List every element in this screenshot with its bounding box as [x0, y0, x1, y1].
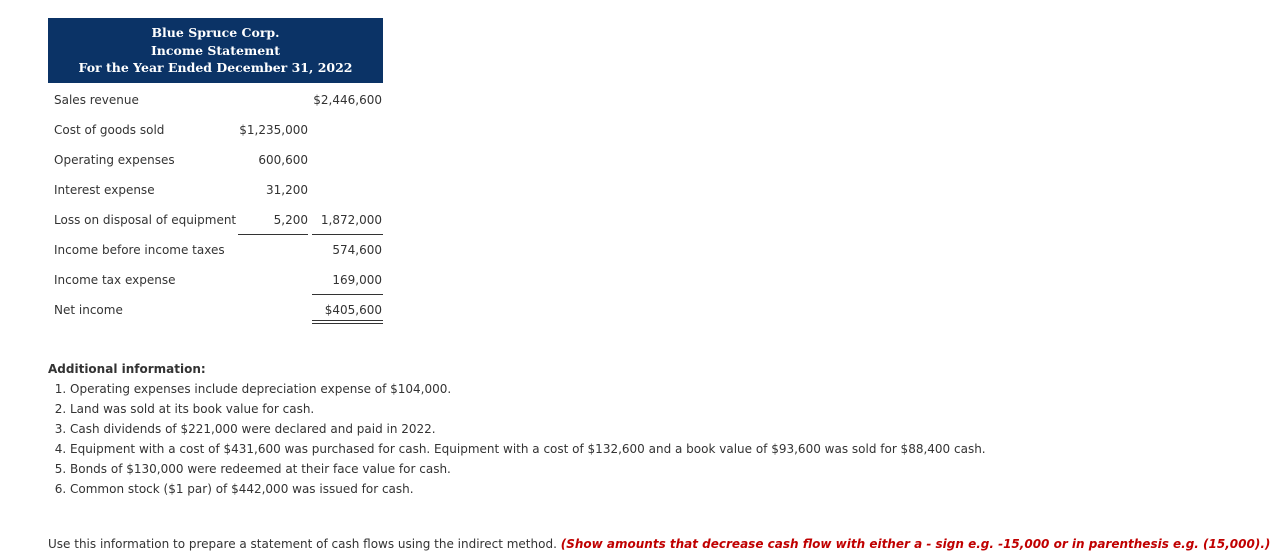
- statement-title: Income Statement: [150, 42, 281, 58]
- row-label: Sales revenue: [54, 93, 139, 107]
- additional-info-list: [48, 379, 986, 499]
- row-col2: 169,000: [332, 273, 382, 287]
- row-income-before-taxes: [48, 240, 388, 260]
- row-income-tax-expense: [48, 270, 388, 290]
- company-name: Blue Spruce Corp.: [151, 25, 280, 40]
- row-interest-expense: [48, 180, 388, 200]
- row-label: Cost of goods sold: [54, 123, 165, 137]
- row-col1: 5,200: [273, 213, 308, 227]
- list-item: 3. Cash dividends of $221,000 were declared and paid in 2022.: [70, 419, 986, 439]
- underline-col1: [238, 234, 308, 235]
- statement-period: For the Year Ended December 31, 2022: [78, 60, 353, 75]
- row-label: Operating expenses: [54, 153, 175, 167]
- list-item: 2. Land was sold at its book value for cash.: [70, 399, 986, 419]
- row-col2: 1,872,000: [320, 213, 382, 227]
- instructions: [48, 537, 1270, 551]
- row-col2: $2,446,600: [313, 93, 382, 107]
- additional-information: [48, 362, 986, 499]
- row-col2: 574,600: [332, 243, 382, 257]
- row-label: Income before income taxes: [54, 243, 225, 257]
- row-label: Income tax expense: [54, 273, 176, 287]
- row-net-income: [48, 300, 388, 320]
- instructions-text: Use this information to prepare a statement of cash flows using the indirect method.: [48, 537, 557, 551]
- list-item: 4. Equipment with a cost of $431,600 was purchased for cash. Equipment with a cost of $132,600 and a book value of $93,600 was sold for $88,400 cash.: [70, 439, 986, 459]
- instructions-emphasis: (Show amounts that decrease cash flow with either a - sign e.g. -15,000 or in parenthesis e.g. (15,000).): [560, 537, 1270, 551]
- row-col1: $1,235,000: [239, 123, 308, 137]
- row-sales-revenue: [48, 90, 388, 110]
- list-item: 5. Bonds of $130,000 were redeemed at their face value for cash.: [70, 459, 986, 479]
- double-underline-net-income-top: [312, 320, 383, 321]
- double-underline-net-income-bottom: [312, 323, 383, 324]
- row-operating-expenses: [48, 150, 388, 170]
- underline-total-expenses: [312, 234, 383, 235]
- row-col1: 600,600: [258, 153, 308, 167]
- statement-header: [48, 18, 383, 83]
- underline-tax: [312, 294, 383, 295]
- row-label: Net income: [54, 303, 123, 317]
- row-loss-on-disposal: [48, 210, 388, 230]
- row-col2: $405,600: [324, 303, 382, 317]
- list-item: 6. Common stock ($1 par) of $442,000 was issued for cash.: [70, 479, 986, 499]
- row-col1: 31,200: [266, 183, 308, 197]
- row-label: Loss on disposal of equipment: [54, 213, 237, 227]
- list-item: 1. Operating expenses include depreciation expense of $104,000.: [70, 379, 986, 399]
- row-cogs: [48, 120, 388, 140]
- row-label: Interest expense: [54, 183, 155, 197]
- additional-info-title: Additional information:: [48, 362, 206, 376]
